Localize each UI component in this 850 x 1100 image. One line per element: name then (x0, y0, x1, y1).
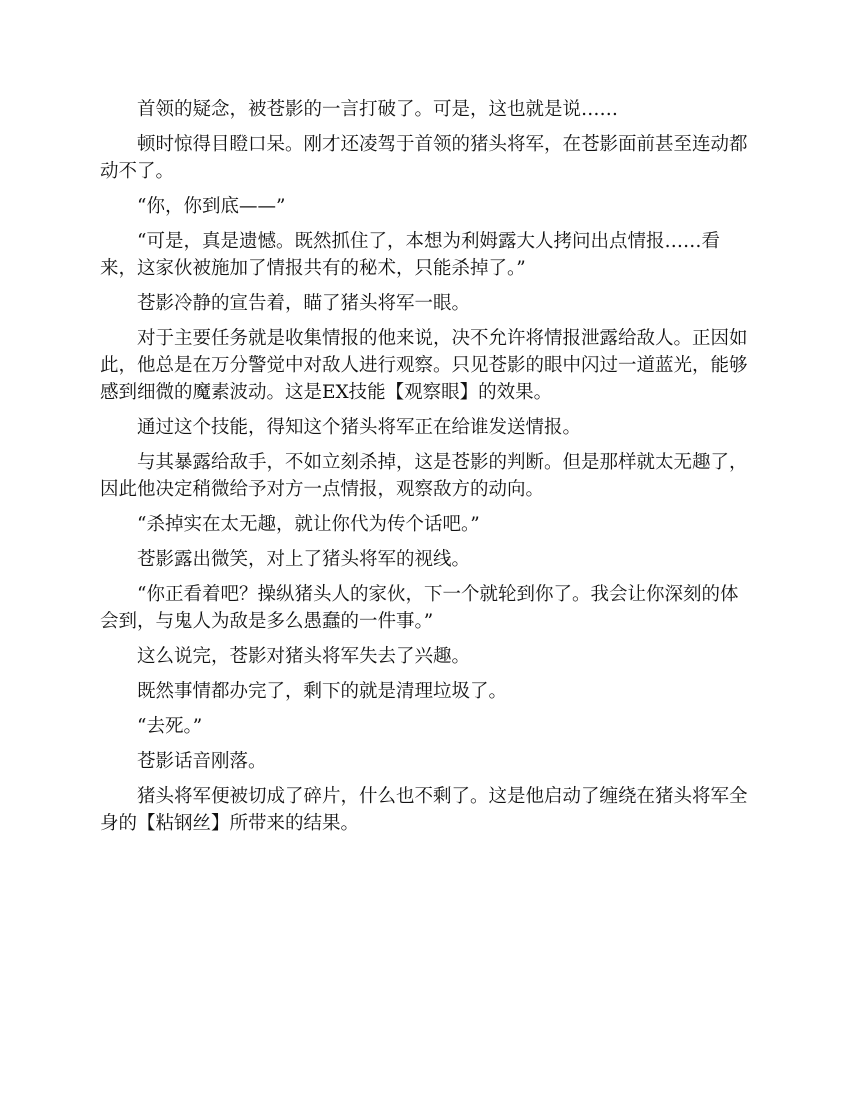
paragraph: “你正看着吧？操纵猪头人的家伙，下一个就轮到你了。我会让你深刻的体会到，与鬼人为敌是多么愚蠢的一件事。” (100, 584, 739, 632)
paragraph: 苍影冷静的宣告着，瞄了猪头将军一眼。 (137, 293, 471, 314)
paragraph: 苍影露出微笑，对上了猪头将军的视线。 (137, 549, 471, 570)
paragraph: 与其暴露给敌手，不如立刻杀掉，这是苍影的判断。但是那样就太无趣了，因此他决定稍微给予对方一点情报，观察敌方的动向。 (100, 452, 748, 500)
paragraph: 苍影话音刚落。 (137, 751, 267, 772)
paragraph: 通过这个技能，得知这个猪头将军正在给谁发送情报。 (137, 417, 582, 438)
paragraph: 对于主要任务就是收集情报的他来说，决不允许将情报泄露给敌人。正因如此，他总是在万分警觉中对敌人进行观察。只见苍影的眼中闪过一道蓝光，能够感到细微的魔素波动。这是EX技能【观察眼】的效果。 (100, 328, 748, 403)
paragraph: “杀掉实在太无趣，就让你代为传个话吧。” (137, 514, 480, 535)
paragraph: “去死。” (137, 716, 203, 737)
paragraph: 既然事情都办完了，剩下的就是清理垃圾了。 (137, 681, 508, 702)
paragraph: “可是，真是遗憾。既然抓住了，本想为利姆露大人拷问出点情报……看来，这家伙被施加了情报共有的秘术，只能杀掉了。” (100, 231, 720, 279)
paragraph: 这么说完，苍影对猪头将军失去了兴趣。 (137, 646, 471, 667)
paragraph: 顿时惊得目瞪口呆。刚才还凌驾于首领的猪头将军，在苍影面前甚至连动都动不了。 (100, 134, 748, 182)
document-body (100, 96, 750, 845)
paragraph: “你，你到底——” (137, 196, 286, 217)
paragraph: 猪头将军便被切成了碎片，什么也不剩了。这是他启动了缠绕在猪头将军全身的【粘钢丝】所带来的结果。 (100, 786, 748, 834)
paragraph: 首领的疑念，被苍影的一言打破了。可是，这也就是说…… (137, 99, 619, 120)
